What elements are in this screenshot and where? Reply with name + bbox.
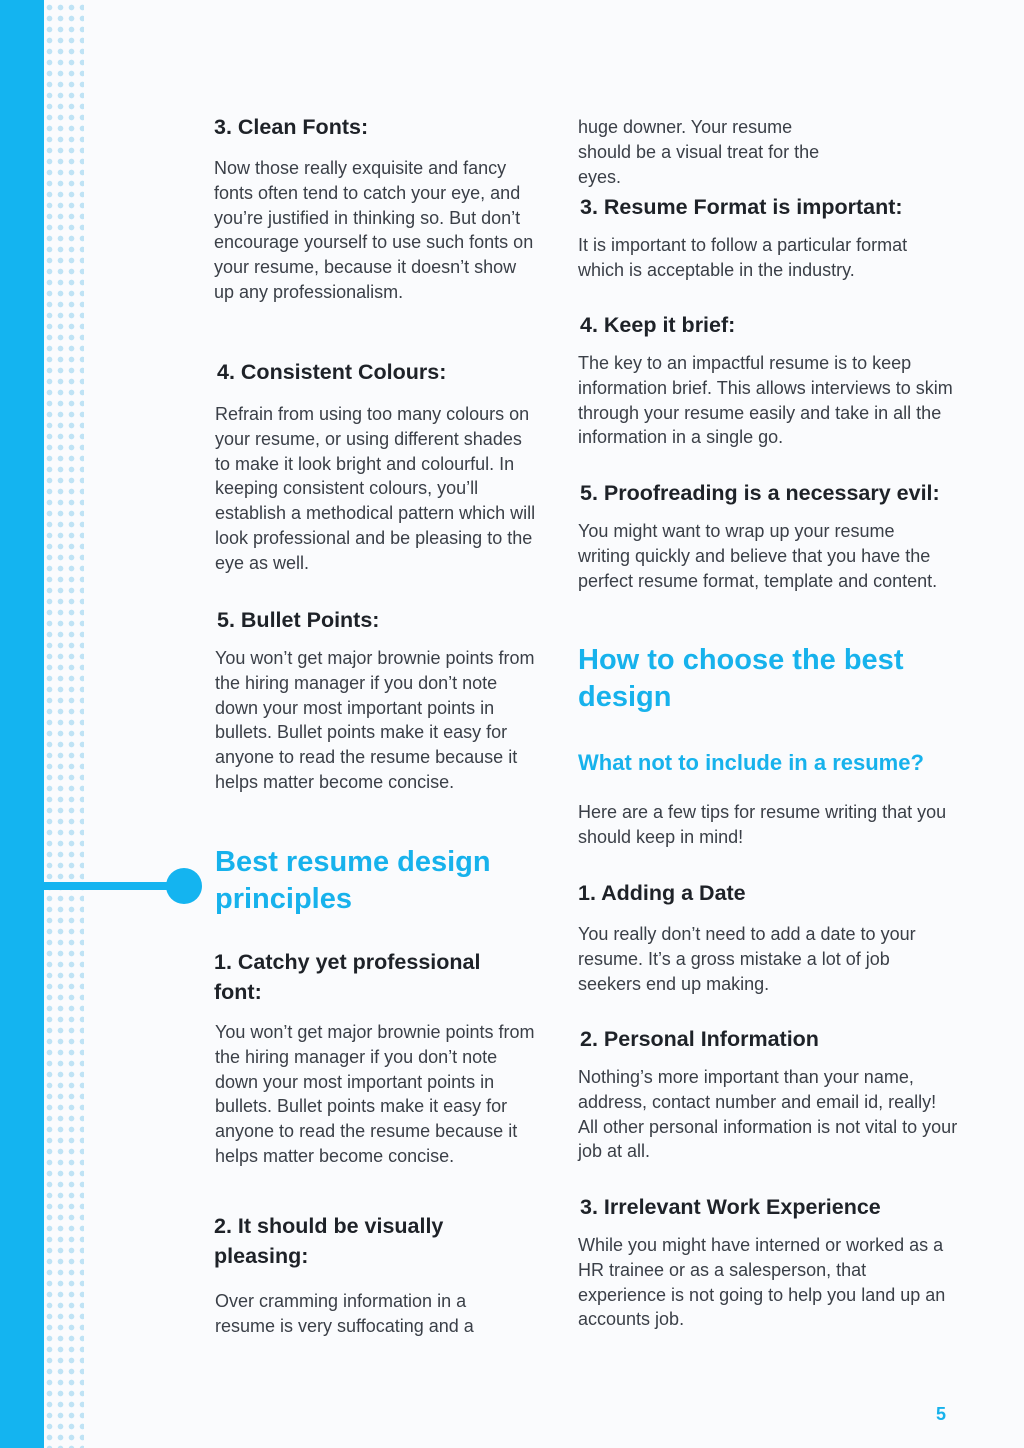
intro-text-wrap	[578, 800, 953, 850]
choose-design-title: How to choose the best design	[578, 644, 904, 713]
irrelevant-work-section	[580, 1192, 881, 1222]
irrelevant-work-body-wrap	[578, 1233, 953, 1332]
keep-brief-section	[580, 310, 735, 340]
consistent-colours-section	[217, 357, 446, 387]
irrelevant-work-heading: 3. Irrelevant Work Experience	[580, 1195, 881, 1219]
catchy-font-body-wrap	[215, 1020, 543, 1169]
bullet-points-section	[217, 605, 379, 635]
consistent-colours-heading: 4. Consistent Colours:	[217, 360, 447, 384]
proofreading-body-wrap	[578, 519, 938, 593]
bullet-points-body: You won’t get major brownie points from the hiring manager if you don’t note down your most important points in bullets. Bullet points make it easy for anyone to read the resume because it helps matter become concise.	[215, 648, 535, 792]
proofreading-body: You might want to wrap up your resume writing quickly and believe that you have the perfect resume format, template and content.	[578, 521, 938, 591]
personal-info-section	[580, 1024, 819, 1054]
clean-fonts-section	[214, 112, 368, 142]
irrelevant-work-body: While you might have interned or worked as a HR trainee or as a salesperson, that experience is not going to help you land up an accounts job.	[578, 1235, 946, 1330]
personal-info-heading: 2. Personal Information	[580, 1027, 819, 1051]
clean-fonts-heading: 3. Clean Fonts:	[214, 115, 369, 139]
resume-format-body: It is important to follow a particular format which is acceptable in the industry.	[578, 235, 908, 280]
adding-date-section	[578, 878, 746, 908]
choose-design-title-wrap	[578, 642, 918, 716]
timeline-connector-line	[44, 882, 180, 890]
timeline-marker-dot	[166, 868, 202, 904]
consistent-colours-body-wrap	[215, 402, 537, 576]
catchy-font-body: You won’t get major brownie points from the hiring manager if you don’t note down your most important points in bullets. Bullet points make it easy for anyone to read the resume because it helps matter become concise.	[215, 1022, 535, 1166]
adding-date-heading: 1. Adding a Date	[578, 881, 746, 905]
resume-format-section	[580, 192, 903, 222]
bullet-points-body-wrap	[215, 646, 543, 795]
keep-brief-body: The key to an impactful resume is to keep information brief. This allows interviews to skim through your resume easily and take in all the information in a single go.	[578, 353, 953, 448]
bullet-points-heading: 5. Bullet Points:	[217, 608, 380, 632]
design-principles-title-wrap	[215, 844, 515, 918]
resume-format-body-wrap	[578, 233, 958, 283]
intro-text: Here are a few tips for resume writing that you should keep in mind!	[578, 802, 947, 847]
continued-text-wrap	[578, 115, 828, 189]
consistent-colours-body: Refrain from using too many colours on your resume, or using different shades to make it look bright and colourful. In keeping consistent colours, you’ll establish a methodical pattern which will look professional and be pleasing to the eye as well.	[215, 404, 536, 573]
what-not-subtitle-wrap	[578, 748, 924, 778]
page-number: 5	[936, 1404, 947, 1424]
personal-info-body: Nothing’s more important than your name, address, contact number and email id, really! All other personal information is not vital to your job at all.	[578, 1067, 958, 1162]
design-principles-title: Best resume design principles	[215, 846, 491, 915]
keep-brief-heading: 4. Keep it brief:	[580, 313, 736, 337]
what-not-subtitle: What not to include in a resume?	[578, 750, 924, 775]
visually-pleasing-heading: 2. It should be visually pleasing:	[214, 1214, 444, 1268]
catchy-font-heading: 1. Catchy yet professional font:	[214, 950, 481, 1004]
dot-pattern-decoration	[44, 0, 84, 1448]
clean-fonts-body: Now those really exquisite and fancy fonts often tend to catch your eye, and you’re justified in thinking so. But don’t encourage yourself to use such fonts on your resume, because it doesn’t show up any professionalism.	[214, 158, 534, 302]
adding-date-body: You really don’t need to add a date to your resume. It’s a gross mistake a lot of job seekers end up making.	[578, 924, 916, 994]
personal-info-body-wrap	[578, 1065, 958, 1164]
keep-brief-body-wrap	[578, 351, 956, 450]
catchy-font-section	[214, 947, 514, 1007]
resume-format-heading: 3. Resume Format is important:	[580, 195, 903, 219]
visually-pleasing-body-wrap	[215, 1289, 515, 1339]
visually-pleasing-body: Over cramming information in a resume is very suffocating and a	[215, 1291, 474, 1336]
visually-pleasing-section	[214, 1211, 474, 1271]
clean-fonts-body-wrap	[214, 156, 534, 305]
sidebar-accent-bar	[0, 0, 44, 1448]
proofreading-heading: 5. Proofreading is a necessary evil:	[580, 481, 940, 505]
adding-date-body-wrap	[578, 922, 950, 996]
continued-text: huge downer. Your resume should be a visual treat for the eyes.	[578, 117, 820, 187]
proofreading-section	[580, 478, 940, 508]
